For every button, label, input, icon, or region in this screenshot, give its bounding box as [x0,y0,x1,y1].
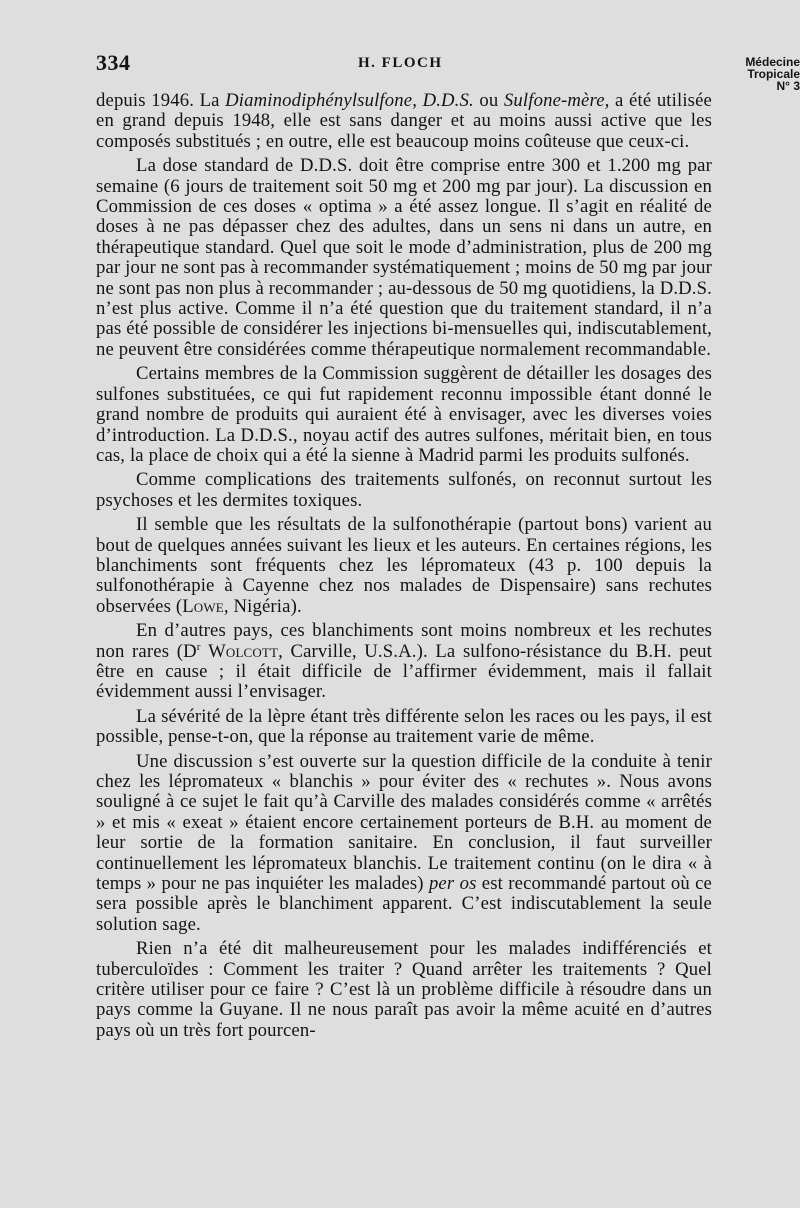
page-header [96,50,800,93]
paragraph-6 [96,621,712,703]
text-run: Une discussion s’est ouverte sur la question difficile de la conduite à tenir chez les lépromateux « blanchis » pour éviter des « rechutes ». Nous avons souligné à ce sujet le fait qu’à Carville des malades considérés comme « arrêtés » et mis « exeat » étaient encore certainement porteurs de B.H. au moment de leur sortie de la formation sanitaire. En conclusion, il faut surveiller continuellement les lépromateux blanchis. Le traitement continu (on le dira « à temps » pour ne pas inquiéter les malades) [96,750,712,895]
author-name: Lowe [182,595,224,617]
italic-run: per os [428,873,477,895]
text-run: est recommandé partout où ce sera possible après le blanchiment apparent. C’est indiscutablement la seule solution sage. [96,873,712,935]
italic-run: Sulfone-mère, [503,90,610,111]
paragraph-1 [96,91,712,152]
text-run: , Carville, U.S.A.). La sulfono-résistance du B.H. peut être en cause ; il était difficile de l’affirmer évidemment, mais il fallait évidemment aussi l’envisager. [96,640,712,703]
text-run: depuis 1946. La [96,90,226,111]
paragraph-4: Comme complications des traitements sulfonés, on reconnut surtout les psychoses et les dermites toxiques. [96,469,712,511]
text-run [201,641,209,662]
paragraph-2: La dose standard de D.D.S. doit être comprise entre 300 et 1.200 mg par semaine (6 jours de traitement soit 50 mg et 200 mg par jour). La discussion en Commission de ces doses « optima » a été assez longue. Il s’agit en réalité de doses à ne pas dépasser chez des adultes, dans un sens ni dans un autre, en thérapeutique standard. Quel que soit le mode d’administration, plus de 200 mg par jour ne sont pas à recommander systématiquement ; moins de 50 mg par jour ne sont pas non plus à recommander ; au-dessous de 50 mg quotidiens, la D.D.S. n’est plus active. Comme il n’a été question que du traitement standard, il n’a pas été possible de considérer les injections bi-mensuelles qui, indiscutablement, ne peuvent être considérées comme thérapeutique normalement recommandable. [96,155,712,360]
page-number: 334 [96,50,131,75]
journal-marginal-label [716,56,800,92]
text-run: ou [473,90,504,111]
text-run: a été utilisée en grand depuis 1948, elle est sans danger et au moins aussi active que les composés substitués ; en outre, elle est beaucoup moins coûteuse que ceux-ci. [96,90,712,152]
running-head-author: H. FLOCH [358,55,443,71]
text-run: , Nigéria). [223,595,302,617]
paragraph-9: Rien n’a été dit malheureusement pour les malades indifférenciés et tuberculoïdes : Comment les traiter ? Quand arrêter les traitements ? Quel critère utiliser pour ce faire ? C’est là un problème difficile à résoudre dans un pays comme la Guyane. Il ne nous paraît pas avoir la même acuité en d’autres pays où un très fort pourcen- [96,938,712,1041]
journal-line-2: Tropicale [747,67,800,81]
author-name: Wolcott [208,640,279,662]
text-run: Il semble que les résultats de la sulfonothérapie (partout bons) varient au bout de quelques années suivant les lieux et les auteurs. En certaines régions, les blanchiments sont fréquents chez les lépromateux (43 p. 100 depuis la sulfonothérapie à Cayenne chez nos malades de Dispensaire) sans rechutes observées ( [96,514,712,617]
body-text [96,91,712,1041]
text-run: En d’autres pays, ces blanchiments sont moins nombreux et les rechutes non rares (D [96,620,712,662]
paragraph-8 [96,752,712,936]
superscript: r [196,640,201,653]
paragraph-5 [96,515,712,617]
italic-run: Diaminodiphénylsulfone, D.D.S. [225,90,474,111]
paragraph-3: Certains membres de la Commission suggèrent de détailler les dosages des sulfones substituées, ce qui fut rapidement reconnu impossible étant donné le grand nombre de produits qui auraient été à envisager, avec les diverses voies d’introduction. La D.D.S., noyau actif des autres sulfones, méritait bien, en tous cas, la place de choix qui a été la sienne à Madrid parmi les produits sulfonés. [96,363,712,466]
journal-line-3: N° 3 [776,79,800,93]
journal-line-1: Médecine [745,55,800,69]
paragraph-7: La sévérité de la lèpre étant très différente selon les races ou les pays, il est possible, pense-t-on, que la réponse au traitement varie de même. [96,705,712,748]
